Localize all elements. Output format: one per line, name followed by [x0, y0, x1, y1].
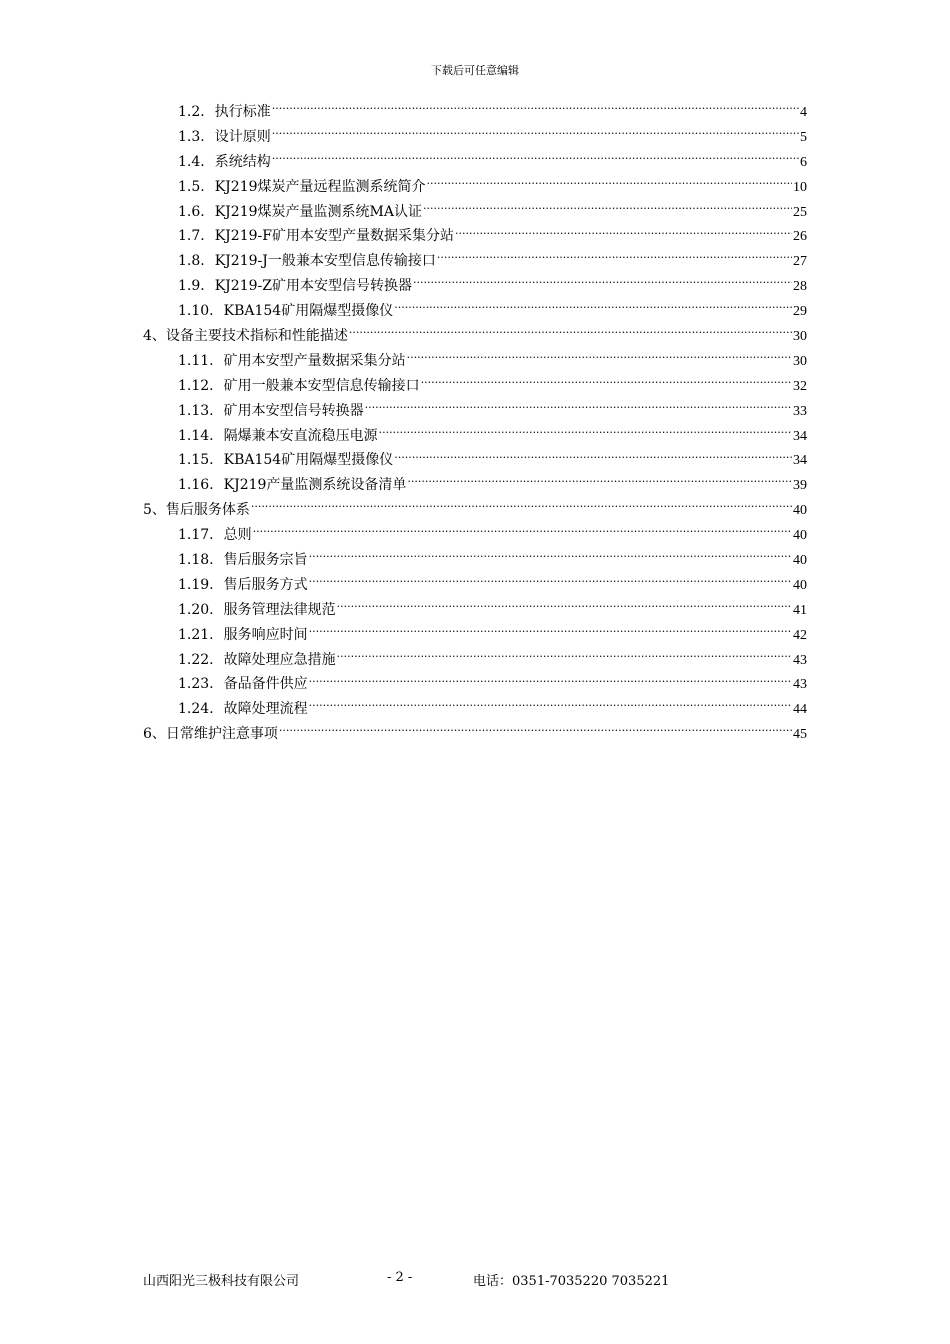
toc-entry[interactable] [143, 473, 807, 498]
toc-entry-title: 隔爆兼本安直流稳压电源 [223, 427, 378, 444]
page-header-note: 下载后可任意编辑 [431, 64, 519, 77]
toc-entry-title: 售后服务体系 [165, 502, 250, 519]
toc-dot-leader [309, 699, 792, 713]
toc-entry-title: 矿用本安型信号转换器 [223, 402, 364, 419]
toc-entry[interactable] [143, 175, 807, 200]
toc-entry-page: 41 [793, 602, 807, 618]
toc-entry-number: 5、 [143, 502, 166, 519]
toc-entry-page: 26 [793, 229, 807, 245]
toc-dot-leader [337, 650, 792, 664]
toc-entry[interactable] [143, 697, 807, 722]
toc-entry-number: 1.23. [178, 676, 214, 693]
footer-company-name: 山西阳光三极科技有限公司 [143, 1274, 300, 1289]
toc-entry-number: 1.8. [178, 253, 205, 270]
toc-entry-page: 30 [793, 329, 807, 345]
toc-entry-title: 备品备件供应 [223, 676, 308, 693]
toc-entry[interactable] [143, 324, 807, 349]
toc-entry-page: 39 [793, 478, 807, 494]
toc-dot-leader [272, 102, 799, 116]
toc-entry-number: 1.13. [178, 402, 214, 419]
toc-dot-leader [427, 177, 792, 191]
toc-entry-title: 服务响应时间 [223, 626, 308, 643]
toc-entry-number: 1.14. [178, 427, 214, 444]
toc-entry-number: 1.10. [178, 303, 214, 320]
page-footer [143, 1270, 807, 1288]
toc-entry-title: 服务管理法律规范 [223, 601, 336, 618]
toc-entry[interactable] [143, 548, 807, 573]
toc-entry[interactable] [143, 498, 807, 523]
toc-entry-title: KBA154矿用隔爆型摄像仪 [223, 452, 394, 469]
toc-dot-leader [413, 276, 792, 290]
toc-entry-page: 6 [800, 154, 807, 170]
toc-entry-title: 故障处理应急措施 [223, 651, 336, 668]
toc-dot-leader [272, 127, 799, 141]
toc-entry[interactable] [143, 672, 807, 697]
toc-entry-number: 1.9. [178, 278, 205, 295]
toc-entry-number: 1.22. [178, 651, 214, 668]
toc-entry-number: 1.24. [178, 701, 214, 718]
toc-entry-title: KJ219煤炭产量监测系统MA认证 [214, 203, 422, 220]
toc-entry-number: 1.12. [178, 377, 214, 394]
toc-dot-leader [423, 202, 792, 216]
toc-dot-leader [349, 326, 792, 340]
toc-entry-page: 42 [793, 627, 807, 643]
toc-entry-page: 43 [793, 652, 807, 668]
toc-entry[interactable] [143, 573, 807, 598]
toc-entry-title: KJ219-J一般兼本安型信息传输接口 [214, 253, 436, 270]
toc-entry-page: 40 [793, 577, 807, 593]
toc-entry-number: 1.19. [178, 576, 214, 593]
toc-entry[interactable] [143, 249, 807, 274]
toc-entry-title: 矿用本安型产量数据采集分站 [223, 352, 406, 369]
toc-entry[interactable] [143, 224, 807, 249]
toc-entry-page: 44 [793, 702, 807, 718]
toc-dot-leader [407, 351, 792, 365]
toc-entry[interactable] [143, 722, 807, 747]
toc-dot-leader [251, 500, 792, 514]
toc-dot-leader [279, 724, 792, 738]
toc-entry-page: 29 [793, 304, 807, 320]
toc-dot-leader [394, 450, 792, 464]
toc-entry-title: 矿用一般兼本安型信息传输接口 [223, 377, 420, 394]
toc-entry[interactable] [143, 648, 807, 673]
toc-entry[interactable] [143, 200, 807, 225]
toc-entry-title: 执行标准 [214, 104, 271, 120]
toc-dot-leader [309, 575, 792, 589]
toc-entry-page: 40 [793, 528, 807, 544]
toc-entry-number: 1.20. [178, 601, 214, 618]
toc-entry-title: 售后服务宗旨 [223, 552, 308, 569]
toc-entry-title: 设计原则 [214, 128, 271, 145]
toc-entry-page: 5 [800, 129, 807, 145]
toc-entry-page: 45 [793, 727, 807, 743]
toc-entry-page: 25 [793, 204, 807, 220]
toc-entry-number: 6、 [143, 726, 166, 743]
toc-entry[interactable] [143, 349, 807, 374]
toc-entry-page: 32 [793, 378, 807, 394]
toc-entry-number: 1.15. [178, 452, 214, 469]
toc-entry-page: 4 [800, 105, 807, 120]
toc-entry-page: 40 [793, 553, 807, 569]
toc-entry-number: 1.18. [178, 552, 214, 569]
toc-entry-page: 34 [793, 453, 807, 469]
toc-entry[interactable] [143, 100, 807, 125]
toc-entry[interactable] [143, 150, 807, 175]
toc-dot-leader [379, 426, 792, 440]
toc-entry[interactable] [143, 274, 807, 299]
toc-entry-title: KJ219煤炭产量远程监测系统简介 [214, 178, 426, 195]
toc-entry[interactable] [143, 523, 807, 548]
toc-entry-number: 1.2. [178, 104, 205, 120]
toc-dot-leader [337, 600, 792, 614]
toc-entry-number: 1.7. [178, 228, 205, 245]
toc-dot-leader [253, 525, 792, 539]
toc-dot-leader [455, 226, 792, 240]
toc-entry-number: 1.5. [178, 178, 205, 195]
toc-entry-title: KJ219-Z矿用本安型信号转换器 [214, 278, 412, 295]
toc-entry-page: 33 [793, 403, 807, 419]
toc-entry-number: 1.6. [178, 203, 205, 220]
toc-entry-number: 1.11. [178, 352, 214, 369]
toc-entry-title: 总则 [223, 527, 252, 544]
toc-dot-leader [437, 251, 792, 265]
toc-dot-leader [272, 152, 799, 166]
toc-entry[interactable] [143, 424, 807, 449]
toc-dot-leader [309, 625, 792, 639]
footer-page-number: - 2 - [387, 1270, 413, 1285]
toc-dot-leader [407, 475, 792, 489]
toc-entry[interactable] [143, 623, 807, 648]
toc-entry-title: 故障处理流程 [223, 701, 308, 718]
toc-entry-title: KBA154矿用隔爆型摄像仪 [223, 303, 394, 320]
toc-entry-page: 40 [793, 503, 807, 519]
toc-entry-title: 设备主要技术指标和性能描述 [165, 328, 348, 345]
toc-entry[interactable] [143, 399, 807, 424]
toc-entry-number: 1.4. [178, 153, 205, 170]
toc-entry-number: 1.16. [178, 477, 214, 494]
toc-dot-leader [421, 376, 792, 390]
toc-entry-page: 27 [793, 254, 807, 270]
toc-entry-title: 系统结构 [214, 153, 271, 170]
toc-entry[interactable] [143, 374, 807, 399]
toc-entry[interactable] [143, 448, 807, 473]
toc-entry-page: 30 [793, 353, 807, 369]
toc-entry-number: 1.3. [178, 128, 205, 145]
toc-entry-title: 售后服务方式 [223, 576, 308, 593]
toc-dot-leader [394, 301, 792, 315]
toc-entry-title: KJ219产量监测系统设备清单 [223, 477, 407, 494]
table-of-contents [143, 100, 807, 747]
toc-entry-number: 1.17. [178, 527, 214, 544]
toc-entry-page: 28 [793, 279, 807, 295]
toc-dot-leader [309, 674, 792, 688]
toc-entry-title: 日常维护注意事项 [165, 726, 278, 743]
toc-entry-page: 43 [793, 677, 807, 693]
toc-dot-leader [309, 550, 792, 564]
toc-entry[interactable] [143, 125, 807, 150]
toc-entry-title: KJ219-F矿用本安型产量数据采集分站 [214, 228, 454, 245]
toc-entry-number: 4、 [143, 328, 166, 345]
toc-entry[interactable] [143, 598, 807, 623]
toc-entry-page: 10 [793, 179, 807, 195]
toc-entry-page: 34 [793, 428, 807, 444]
footer-phone: 电话：0351-7035220 7035221 [473, 1274, 670, 1289]
toc-entry[interactable] [143, 299, 807, 324]
toc-entry-number: 1.21. [178, 626, 214, 643]
toc-dot-leader [365, 401, 792, 415]
